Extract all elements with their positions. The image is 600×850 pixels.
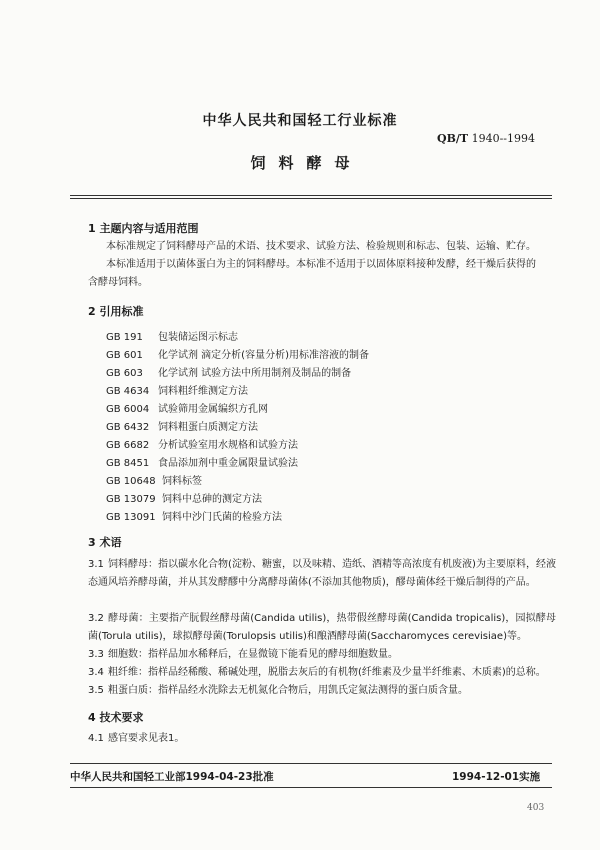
term-3-5 bbox=[88, 682, 556, 700]
implementation-date: 1994-12-01实施 bbox=[452, 771, 541, 783]
ref-item bbox=[106, 472, 202, 487]
ref-title: 分析试验室用水规格和试验方法 bbox=[158, 440, 298, 451]
term-text: 粗蛋白质：指样品经水洗除去无机氮化合物后，用凯氏定氮法测得的蛋白质含量。 bbox=[108, 685, 468, 696]
ref-number: GB 13091 bbox=[106, 512, 156, 523]
section-1-para-1: 本标准规定了饲料酵母产品的术语、技术要求、试验方法、检验规则和标志、包装、运输、贮存。 bbox=[106, 241, 536, 252]
code-prefix: QB/T bbox=[437, 132, 469, 145]
ref-item bbox=[106, 328, 238, 343]
ref-title: 试验筛用金属编织方孔网 bbox=[158, 404, 268, 415]
clause-text: 感官要求见表1。 bbox=[108, 733, 185, 744]
ref-title: 饲料中总砷的测定方法 bbox=[162, 494, 262, 505]
approval-date: 中华人民共和国轻工业部1994-04-23批准 bbox=[70, 771, 274, 783]
ref-title: 化学试剂 试验方法中所用制剂及制品的制备 bbox=[158, 368, 352, 379]
section-3-heading: 3 术语 bbox=[88, 536, 122, 549]
code-number: 1940--1994 bbox=[471, 132, 536, 145]
term-3-4 bbox=[88, 664, 556, 682]
ref-number: GB 6004 bbox=[106, 404, 150, 415]
ref-item bbox=[106, 418, 258, 433]
ref-item bbox=[106, 346, 369, 361]
standard-code bbox=[437, 132, 535, 145]
clause-number: 4.1 bbox=[88, 733, 104, 744]
ref-number: GB 6432 bbox=[106, 422, 150, 433]
ref-number: GB 603 bbox=[106, 368, 143, 379]
ref-item bbox=[106, 364, 351, 379]
term-number: 3.4 bbox=[88, 667, 104, 678]
ref-number: GB 13079 bbox=[106, 494, 156, 505]
term-text: 细胞数：指样品加水稀释后，在显微镜下能看见的酵母细胞数量。 bbox=[108, 649, 398, 660]
section-1-heading: 1 主题内容与适用范围 bbox=[88, 222, 199, 235]
ref-title: 饲料粗纤维测定方法 bbox=[158, 386, 248, 397]
section-2-heading: 2 引用标准 bbox=[88, 305, 144, 318]
term-text: 粗纤维：指样品经稀酸、稀碱处理，脱脂去灰后的有机物(纤维素及少量半纤维素、木质素)的总称。 bbox=[108, 667, 546, 678]
term-3-2 bbox=[88, 610, 556, 646]
ref-title: 饲料标签 bbox=[162, 476, 202, 487]
title-rule-top bbox=[70, 195, 552, 196]
term-3-1 bbox=[88, 556, 556, 592]
ref-title: 饲料粗蛋白质测定方法 bbox=[158, 422, 258, 433]
term-number: 3.2 bbox=[88, 613, 104, 624]
footer-rule-bottom bbox=[70, 787, 552, 788]
term-number: 3.5 bbox=[88, 685, 104, 696]
ref-number: GB 601 bbox=[106, 350, 143, 361]
section-4-heading: 4 技术要求 bbox=[88, 711, 144, 724]
requirement-4-1 bbox=[88, 730, 556, 748]
footer-rule bbox=[70, 763, 552, 764]
ref-number: GB 10648 bbox=[106, 476, 156, 487]
ref-number: GB 8451 bbox=[106, 458, 150, 469]
ref-number: GB 4634 bbox=[106, 386, 150, 397]
ref-number: GB 6682 bbox=[106, 440, 150, 451]
ref-title: 包装储运图示标志 bbox=[158, 332, 238, 343]
ref-title: 食品添加剂中重金属限量试验法 bbox=[158, 458, 298, 469]
term-text: 饲料酵母：指以碳水化合物(淀粉、糖蜜，以及味精、造纸、酒精等高浓度有机废液)为主要原料，经液态通风培养酵母菌，并从其发酵醪中分离酵母菌体(不添加其他物质)，醪母菌体经干燥后制得的产品。 bbox=[88, 559, 556, 588]
term-number: 3.3 bbox=[88, 649, 104, 660]
ref-title: 化学试剂 滴定分析(容量分析)用标准溶液的制备 bbox=[158, 350, 369, 361]
ref-item bbox=[106, 400, 268, 415]
ref-item bbox=[106, 454, 298, 469]
ref-item bbox=[106, 382, 248, 397]
term-number: 3.1 bbox=[88, 559, 104, 570]
term-text: 酵母菌：主要指产朊假丝酵母菌(Candida utilis)，热带假丝酵母菌(Candida tropicalis)，园拟酵母菌(Torula utilis)，球拟酵母菌(Torulopsis utilis)和酿酒酵母菌(Saccharomyces cerevisiae)等。 bbox=[88, 613, 556, 642]
ref-item bbox=[106, 490, 262, 505]
document-title: 饲料酵母 bbox=[250, 154, 363, 172]
section-1-para-2b: 含酵母饲料。 bbox=[88, 277, 148, 288]
issuing-body: 中华人民共和国轻工行业标准 bbox=[202, 113, 398, 129]
page-number: 403 bbox=[527, 803, 545, 813]
ref-item bbox=[106, 508, 282, 523]
ref-title: 饲料中沙门氏菌的检验方法 bbox=[162, 512, 282, 523]
title-rule-bottom bbox=[70, 198, 552, 199]
section-1-para-2a: 本标准适用于以菌体蛋白为主的饲料酵母。本标准不适用于以固体原料接种发酵，经干燥后获得的 bbox=[106, 259, 536, 270]
term-3-3 bbox=[88, 646, 556, 664]
ref-item bbox=[106, 436, 298, 451]
ref-number: GB 191 bbox=[106, 332, 143, 343]
